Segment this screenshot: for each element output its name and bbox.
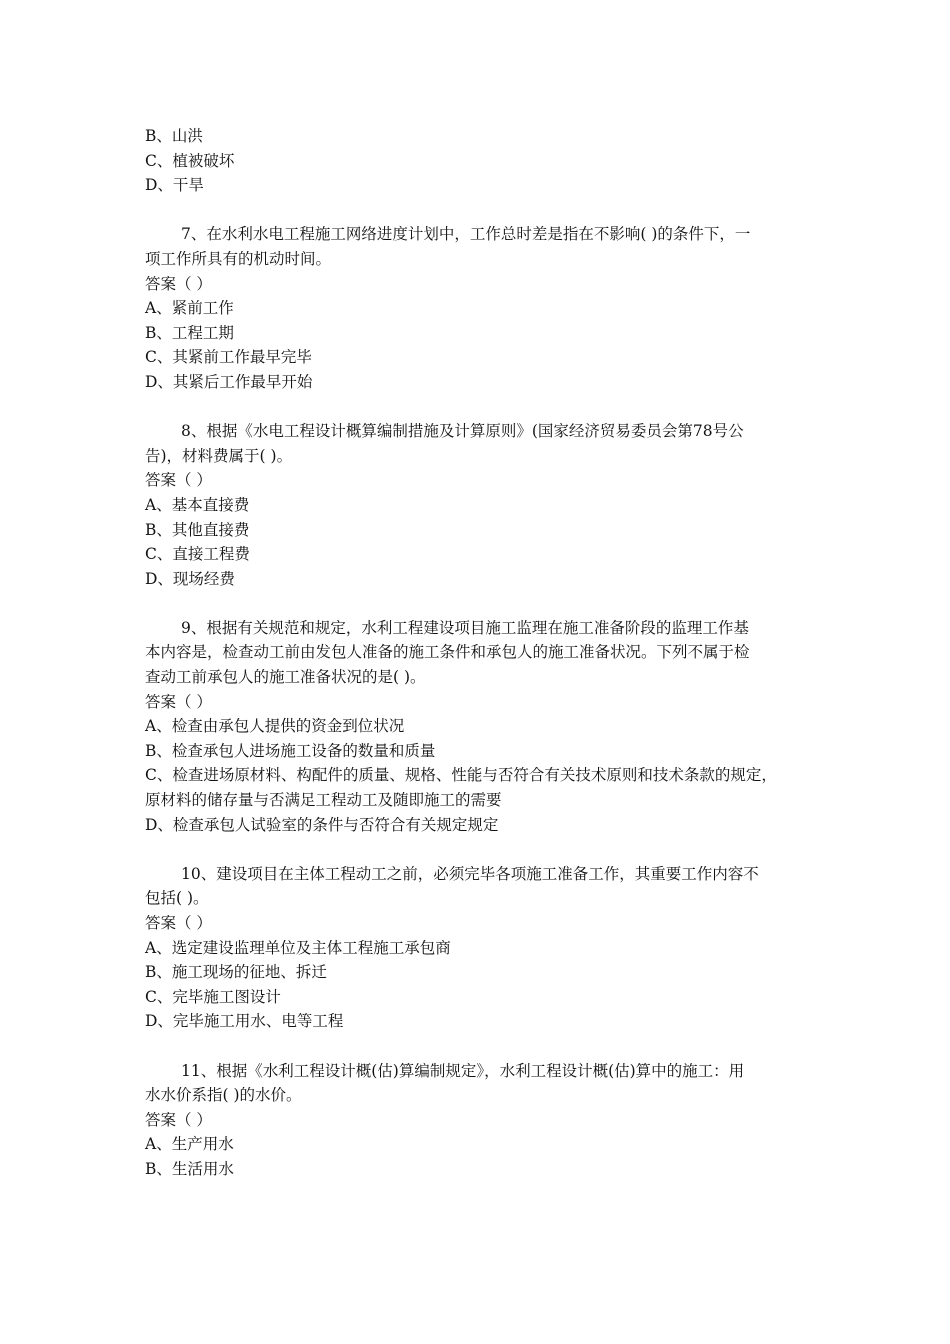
question-stem: 查动工前承包人的施工准备状况的是( )。 [145, 668, 426, 687]
question-stem: 告)，材料费属于( )。 [145, 446, 293, 465]
spacer [145, 395, 825, 420]
option-line: A、生产用水 [145, 1135, 234, 1154]
question-10 [145, 862, 825, 1034]
option-line: D、现场经费 [145, 569, 235, 588]
question-stem: 本内容是，检查动工前由发包人准备的施工条件和承包人的施工准备状况。下列不属于检 [145, 643, 750, 662]
answer-blank: 答案（ ） [145, 1110, 212, 1129]
option-line: C、检查进场原材料、构配件的质量、规格、性能与否符合有关技术原则和技术条款的规定， [145, 766, 777, 785]
previous-question-options [145, 124, 825, 198]
question-stem: 项工作所具有的机动时间。 [145, 249, 332, 268]
document-body [145, 124, 825, 1182]
question-stem: 7、在水利水电工程施工网络进度计划中，工作总时差是指在不影响( )的条件下，一 [181, 225, 751, 244]
answer-blank: 答案（ ） [145, 471, 212, 490]
option-line: B、检查承包人进场施工设备的数量和质量 [145, 741, 436, 760]
option-line: A、紧前工作 [145, 299, 234, 318]
spacer [145, 198, 825, 223]
option-line: C、植被破坏 [145, 151, 235, 170]
answer-blank: 答案（ ） [145, 914, 212, 932]
question-stem: 包括( )。 [145, 889, 209, 908]
question-stem: 9、根据有关规范和规定，水利工程建设项目施工监理在施工准备阶段的监理工作基 [181, 618, 749, 637]
spacer [145, 1034, 825, 1059]
option-line: 原材料的储存量与否满足工程动工及随即施工的需要 [145, 791, 502, 810]
option-line: C、完毕施工图设计 [145, 987, 281, 1006]
option-line: C、直接工程费 [145, 545, 250, 564]
answer-blank: 答案（ ） [145, 692, 212, 711]
question-stem: 水水价系指( )的水价。 [145, 1086, 302, 1105]
question-8 [145, 419, 825, 591]
option-line: A、选定建设监理单位及主体工程施工承包商 [145, 938, 451, 957]
question-7 [145, 222, 825, 394]
option-line: B、施工现场的征地、拆迁 [145, 963, 327, 982]
spacer [145, 591, 825, 616]
option-line: D、其紧后工作最早开始 [145, 372, 313, 391]
question-11 [145, 1059, 825, 1182]
option-line: B、山洪 [145, 127, 203, 145]
question-stem: 11、根据《水利工程设计概(估)算编制规定》，水利工程设计概(估)算中的施工：用 [181, 1061, 745, 1080]
spacer [145, 837, 825, 862]
option-line: A、检查由承包人提供的资金到位状况 [145, 717, 405, 736]
question-stem: 10、建设项目在主体工程动工之前，必须完毕各项施工准备工作，其重要工作内容不 [181, 864, 759, 883]
option-line: D、完毕施工用水、电等工程 [145, 1012, 344, 1031]
answer-blank: 答案（ ） [145, 274, 212, 293]
option-line: C、其紧前工作最早完毕 [145, 348, 312, 367]
option-line: A、基本直接费 [145, 495, 250, 514]
option-line: D、检查承包人试验室的条件与否符合有关规定规定 [145, 815, 499, 834]
option-line: B、工程工期 [145, 323, 234, 342]
option-line: D、干旱 [145, 176, 204, 195]
option-line: B、生活用水 [145, 1159, 234, 1178]
option-line: B、其他直接费 [145, 520, 250, 539]
question-9 [145, 616, 825, 837]
question-stem: 8、根据《水电工程设计概算编制措施及计算原则》(国家经济贸易委员会第78号公 [181, 422, 744, 441]
